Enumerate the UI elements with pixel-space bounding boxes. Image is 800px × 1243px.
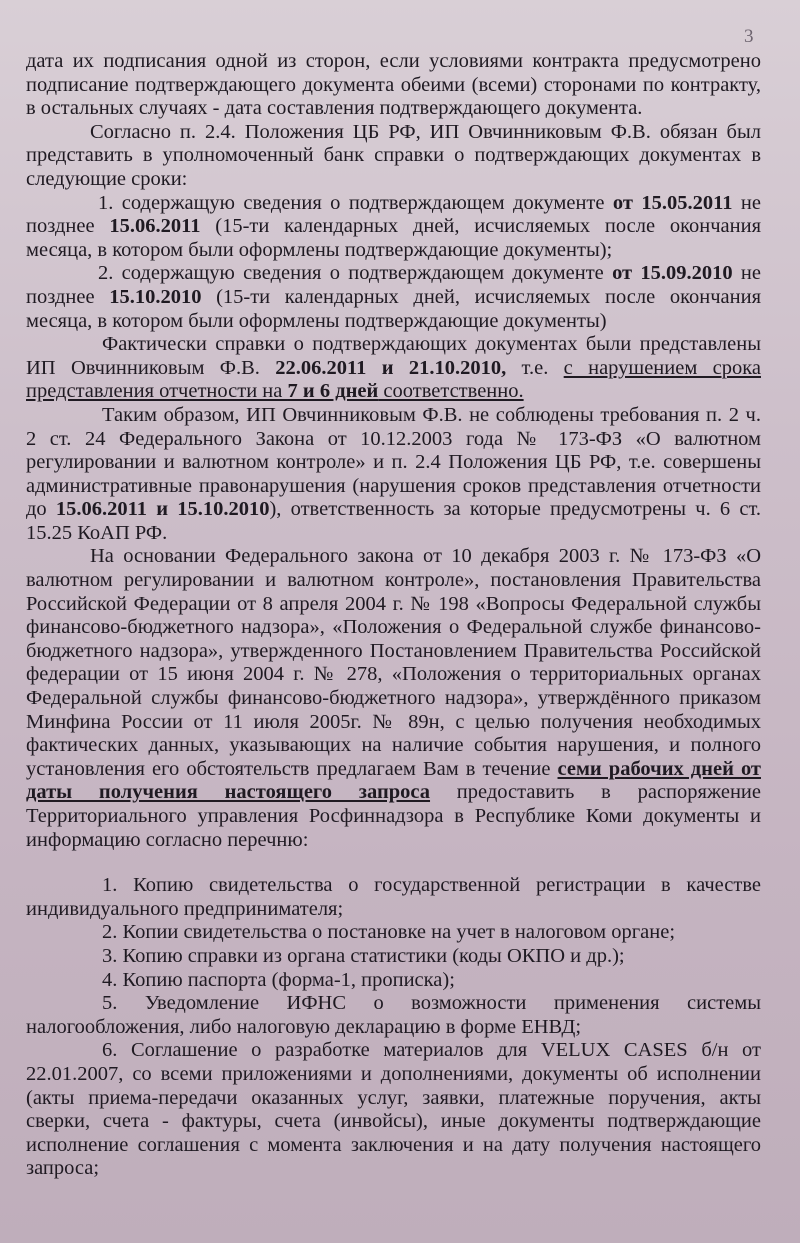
list-item: 6. Соглашение о разработке материалов для VELUX CASES б/н от 22.01.2007, со всеми приложениями и дополнениями, документы об исполнении (акты приема-передачи оказанных услуг, заявки, платежные поручения, акты сверки, счета - фактуры, счета (инвойсы), иные документы подтверждающие исполнение соглашения с момента заключения и на дату получения настоящего запроса; bbox=[26, 1039, 761, 1180]
list-item: 1. Копию свидетельства о государственной регистрации в качестве индивидуального предпринимателя; bbox=[26, 874, 761, 920]
list-item: 4. Копию паспорта (форма-1, прописка); bbox=[102, 968, 455, 991]
paragraph-actual-submission: Фактически справки о подтверждающих документах были представлены ИП Овчинниковым Ф.В. 22.06.2011 и 21.10.2010, т.е. с нарушением срока представления отчетности на 7 и 6 дней соответственно. bbox=[26, 333, 761, 403]
paragraph-violations: Таким образом, ИП Овчинниковым Ф.В. не соблюдены требования п. 2 ч. 2 ст. 24 Федерального Закона от 10.12.2003 года № 173-ФЗ «О валютном регулировании и валютном контроле» и п. 2.4 Положения ЦБ РФ, т.е. совершены административные правонарушения (нарушения сроков представления отчетности до 15.06.2011 и 15.10.2010), ответственность за которые предусмотрены ч. 6 ст. 15.25 КоАП РФ. bbox=[26, 403, 761, 544]
spacer bbox=[26, 852, 761, 874]
paragraph-continuation: дата их подписания одной из сторон, если условиями контракта предусмотрено подписание подтверждающего документа обеими (всеми) сторонами по контракту, в остальных случаях - дата составления подтверждающего документа. bbox=[26, 50, 761, 120]
list-item: 2. Копии свидетельства о постановке на учет в налоговом органе; bbox=[102, 921, 676, 944]
paragraph-deadlines: Согласно п. 2.4. Положения ЦБ РФ, ИП Овчинниковым Ф.В. обязан был представить в уполномоченный банк справки о подтверждающих документах в следующие сроки: bbox=[26, 120, 761, 190]
list-item: 5. Уведомление ИФНС о возможности применения системы налогообложения, либо налоговую декларацию в форме ЕНВД; bbox=[26, 992, 761, 1038]
deadline-item-1: 1. содержащую сведения о подтверждающем документе от 15.05.2011 не позднее 15.06.2011 (15-ти календарных дней, исчисляемых после окончания месяца, в котором были оформлены подтверждающие документы); bbox=[26, 191, 761, 261]
paragraph-request-basis: На основании Федерального закона от 10 декабря 2003 г. № 173-ФЗ «О валютном регулировании и валютном контроле», постановления Правительства Российской Федерации от 8 апреля 2004 г. № 198 «Вопросы Федеральной службы финансово-бюджетного надзора», «Положения о Федеральной службе финансово-бюджетного надзора», утвержденного Постановлением Правительства Российской федерации от 15 июня 2004 г. № 278, «Положения о территориальных органах Федеральной службы финансово-бюджетного надзора», утверждённого приказом Минфина России от 11 июля 2005г. № 89н, с целью получения необходимых фактических данных, указывающих на наличие события нарушения, и полного установления его обстоятельств предлагаем Вам в течение семи рабочих дней от даты получения настоящего запроса предоставить в распоряжение Территориального управления Росфиннадзора в Республике Коми документы и информацию согласно перечню: bbox=[26, 545, 761, 851]
list-item: 3. Копию справки из органа статистики (коды ОКПО и др.); bbox=[102, 944, 625, 967]
deadline-item-2: 2. содержащую сведения о подтверждающем документе от 15.09.2010 не позднее 15.10.2010 (15-ти календарных дней, исчисляемых после окончания месяца, в котором были оформлены подтверждающие документы) bbox=[26, 262, 762, 332]
document-body bbox=[26, 50, 761, 1181]
page-number: 3 bbox=[744, 26, 754, 47]
